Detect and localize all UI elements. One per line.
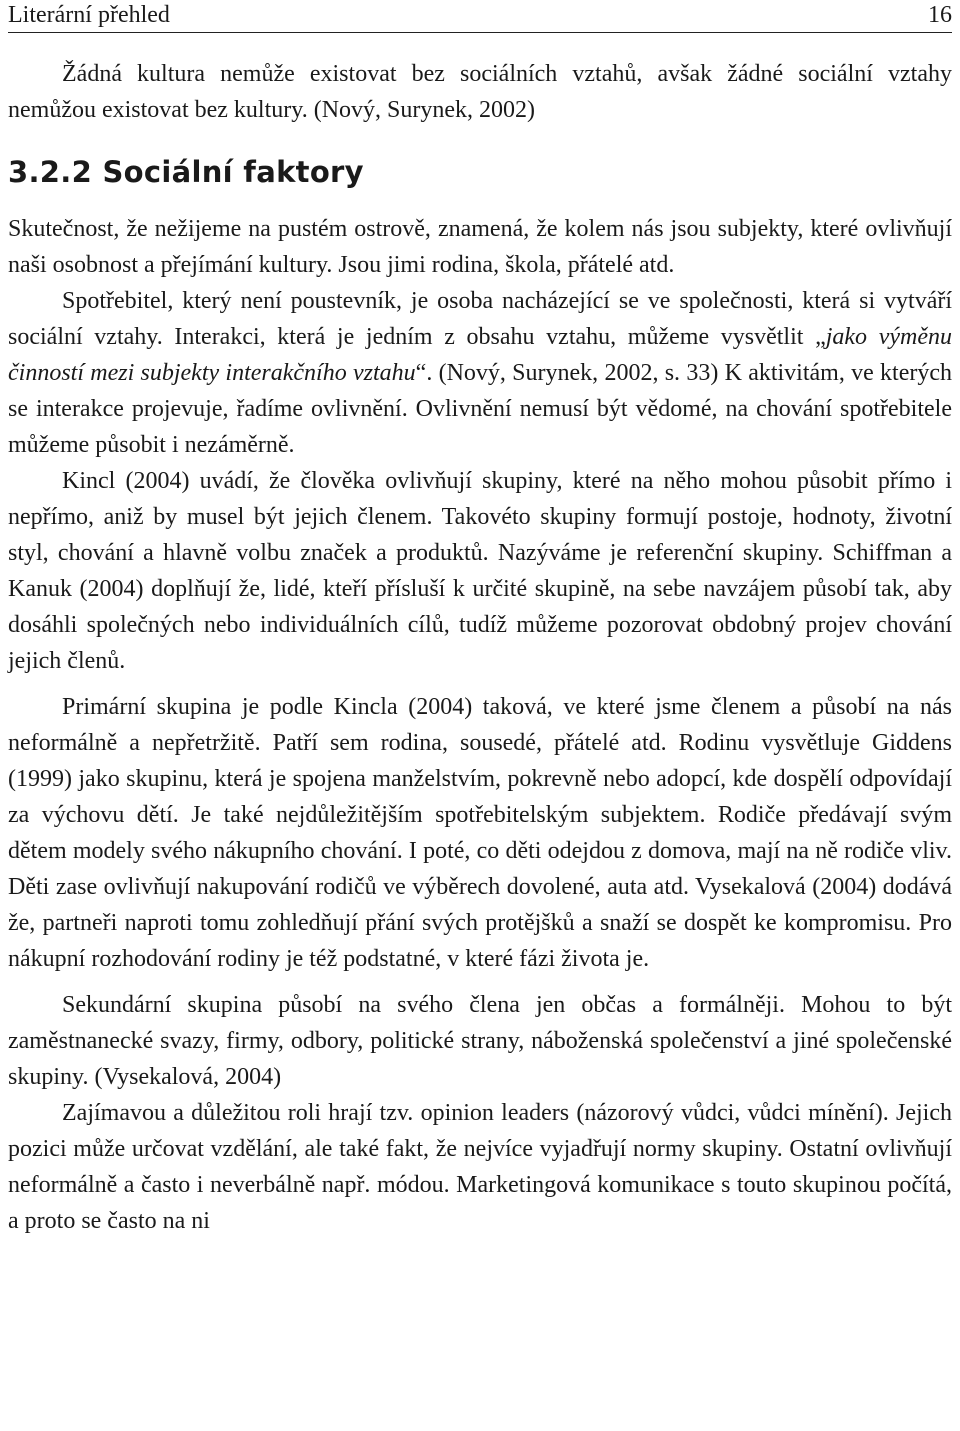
- opening-quote-paragraph: Žádná kultura nemůže existovat bez sociálních vztahů, avšak žádné sociální vztahy nemůžou existovat bez kultury. (Nový, Surynek, 2002): [8, 61, 952, 123]
- header-title: Literární přehled: [8, 2, 170, 28]
- paragraph-opinion-leaders: Zajímavou a důležitou roli hrají tzv. opinion leaders (názorový vůdci, vůdci mínění). Jejich pozici může určovat vzdělání, ale také fakt, že nejvíce vyjadřují normy skupiny. Ostatní ovlivňují neformálně a často i neverbálně např. módou. Marketingová komunikace s touto skupinou počítá, a proto se často na ni: [8, 1100, 952, 1234]
- paragraph-secondary-group: Sekundární skupina působí na svého člena jen občas a formálněji. Mohou to být zaměstnanecké svazy, firmy, odbory, politické strany, náboženská společenství a jiné společenské skupiny. (Vysekalová, 2004): [8, 992, 952, 1090]
- paragraph-consumer-interaction: [8, 283, 952, 463]
- paragraph-reference-groups: Kincl (2004) uvádí, že člověka ovlivňují skupiny, které na něho mohou působit přímo i nepřímo, aniž by musel být jejich členem. Takovéto skupiny formují postoje, hodnoty, životní styl, chování a hlavně volbu značek a produktů. Nazýváme je referenční skupiny. Schiffman a Kanuk (2004) doplňují že, lidé, kteří přísluší k určité skupině, na sebe navzájem působí tak, aby dosáhli společných nebo individuálních cílů, tudíž můžeme pozorovat obdobný projev chování jejich členů.: [8, 468, 952, 674]
- running-header: [8, 0, 952, 33]
- paragraph-consumer-interaction-end: “. (Nový, Surynek, 2002, s. 33) K aktivitám, ve kterých se interakce projevuje, řadíme ovlivnění. Ovlivnění nemusí být vědomé, na chování spotřebitele můžeme působit i nezáměrně.: [8, 360, 952, 458]
- section-heading: 3.2.2 Sociální faktory: [8, 155, 364, 189]
- page-number: 16: [928, 2, 952, 28]
- paragraph-social-subjects: Skutečnost, že nežijeme na pustém ostrově, znamená, že kolem nás jsou subjekty, které ovlivňují naši osobnost a přejímání kultury. Jsou jimi rodina, škola, přátelé atd.: [8, 216, 952, 278]
- body-text: [8, 56, 952, 1239]
- interaction-definition-quote: jako výměnu činností mezi subjekty interakčního vztahu: [8, 324, 952, 386]
- paragraph-primary-group: Primární skupina je podle Kincla (2004) taková, ve které jsme členem a působí na nás neformálně a nepřetržitě. Patří sem rodina, sousedé, přátelé atd. Rodinu vysvětluje Giddens (1999) jako skupinu, která je spojena manželstvím, pokrevně nebo adopcí, kde dospělí odpovídají za výchovu dětí. Je také nejdůležitějším spotřebitelským subjektem. Rodiče předávají svým dětem modely svého nákupního chování. I poté, co děti odejdou z domova, mají na ně rodiče vliv. Děti zase ovlivňují nakupování rodičů ve výběrech dovolené, auta atd. Vysekalová (2004) dodává že, partneři naproti tomu zohledňují přání svých protějšků a snaží se dospět ke kompromisu. Pro nákupní rozhodování rodiny je též podstatné, v které fázi života je.: [8, 694, 952, 972]
- paragraph-consumer-interaction-start: Spotřebitel, který není poustevník, je osoba nacházející se ve společnosti, která si vytváří sociální vztahy. Interakci, která je jedním z obsahu vztahu, můžeme vysvětlit „: [8, 288, 952, 350]
